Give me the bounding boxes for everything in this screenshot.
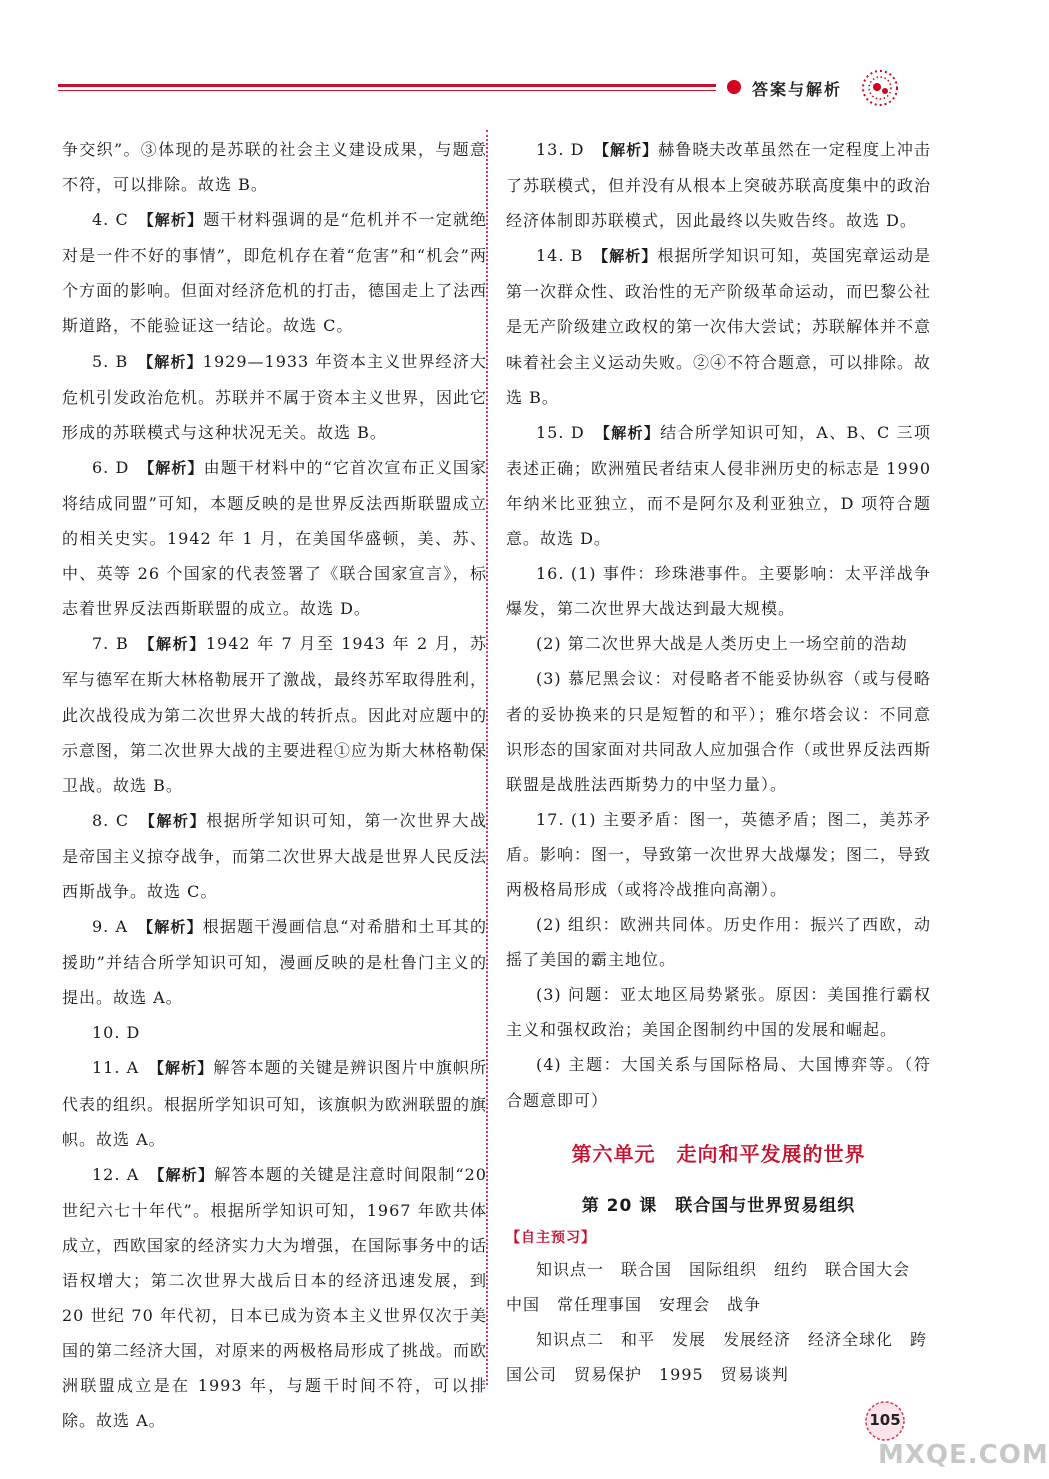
answer-14: 14. B 【解析】根据所学知识可知，英国宪章运动是第一次群众性、政治性的无产阶级革命运动，而巴黎公社是无产阶级建立政权的第一次伟大尝试；苏联解体并不意味着社会主义运动失败。②④不符合题意，可以排除。故选 B。 bbox=[506, 246, 932, 407]
answer-7: 7. B 【解析】1942 年 7 月至 1943 年 2 月，苏军与德军在斯大林格勒展开了激战，最终苏军取得胜利，此次战役成为第二次世界大战的转折点。因此对应题中的示意图，第二次世界大战的主要进程①应为斯大林格勒保卫战。故选 B。 bbox=[62, 634, 488, 795]
header-red-dot bbox=[727, 80, 741, 94]
answer-17-2: (2) 组织：欧洲共同体。历史作用：振兴了西欧，动摇了美国的霸主地位。 bbox=[506, 915, 931, 970]
unit-title: 第六单元 走向和平发展的世界 bbox=[571, 1141, 866, 1166]
page-number bbox=[864, 1400, 906, 1442]
right-column bbox=[506, 132, 931, 1392]
answer-8: 8. C 【解析】根据所学知识可知，第一次世界大战是帝国主义掠夺战争，而第二次世界大战是世界人民反法西斯战争。故选 C。 bbox=[62, 810, 488, 901]
header-rule-thin bbox=[58, 90, 716, 91]
answer-12: 12. A 【解析】解答本题的关键是注意时间限制“20 世纪六七十年代”。根据所学知识可知，1967 年欧共体成立，西欧国家的经济实力大为增强，在国际事务中的话语权增大；第二次世界大战后日本的经济迅速发展，到 20 世纪 70 年代初，日本已成为资本主义世界仅次于美国的第二经济大国，对原来的两极格局形成了挑战。而欧洲联盟成立是在 1993 年，与题干时间不符，可以排除。故选 A。 bbox=[62, 1164, 488, 1431]
preview-line: 知识点一 联合国 国际组织 纽约 联合国大会 bbox=[536, 1259, 911, 1279]
preview-line: 中国 常任理事国 安理会 战争 bbox=[506, 1294, 762, 1314]
answer-9: 9. A 【解析】根据题干漫画信息“对希腊和土耳其的援助”并结合所学知识可知，漫画反映的是杜鲁门主义的提出。故选 A。 bbox=[62, 917, 487, 1008]
section-label: 【自主预习】 bbox=[506, 1229, 596, 1246]
header-emblem-icon bbox=[856, 66, 904, 110]
answer-4: 4. C 【解析】题干材料强调的是“危机并不一定就绝对是一件不好的事情”，即危机存在着“危害”和“机会”两个方面的影响。但面对经济危机的打击，德国走上了法西斯道路，不能验证这一结论。故选 C。 bbox=[62, 210, 488, 336]
answer-5: 5. B 【解析】1929—1933 年资本主义世界经济大危机引发政治危机。苏联并不属于资本主义世界，因此它形成的苏联模式与这种状况无关。故选 B。 bbox=[62, 351, 488, 442]
answer-11: 11. A 【解析】解答本题的关键是辨识图片中旗帜所代表的组织。根据所学知识可知，该旗帜为欧洲联盟的旗帜。故选 A。 bbox=[62, 1058, 488, 1149]
preview-line: 国公司 贸易保护 1995 贸易谈判 bbox=[506, 1365, 789, 1385]
answer-15: 15. D 【解析】结合所学知识可知，A、B、C 三项表述正确；欧洲殖民者结束人侵非洲历史的标志是 1990 年纳米比亚独立，而不是阿尔及利亚独立，D 项符合题意。故选 D。 bbox=[506, 422, 931, 549]
answer-17-3: (3) 问题：亚太地区局势紧张。原因：美国推行霸权主义和强权政治；美国企图制约中国的发展和崛起。 bbox=[506, 985, 931, 1040]
answer-17-4: (4) 主题：大国关系与国际格局、大国博弈等。（符合题意即可） bbox=[506, 1055, 931, 1110]
watermark: MXQE.COM bbox=[878, 1440, 1049, 1470]
paragraph: 争交织”。③体现的是苏联的社会主义建设成果，与题意不符，可以排除。故选 B。 bbox=[62, 140, 487, 195]
lesson-title: 第 20 课 联合国与世界贸易组织 bbox=[581, 1195, 856, 1216]
answer-16-3: (3) 慕尼黑会议：对侵略者不能妥协纵容（或与侵略者的妥协换来的只是短暂的和平）；雅尔塔会议：不同意识形态的国家面对共同敌人应加强合作（或世界反法西斯联盟是战胜法西斯势力的中坚力量）。 bbox=[506, 669, 932, 794]
header-rule-thick bbox=[58, 84, 716, 87]
answer-16-1: 16. (1) 事件：珍珠港事件。主要影响：太平洋战争爆发，第二次世界大战达到最大规模。 bbox=[506, 564, 931, 619]
header-title: 答案与解析 bbox=[752, 80, 843, 99]
left-column bbox=[62, 132, 487, 1438]
answer-6: 6. D 【解析】由题干材料中的“它首次宣布正义国家将结成同盟”可知，本题反映的是世界反法西斯联盟成立的相关史实。1942 年 1 月，在美国华盛顿，美、苏、中、英等 26 个国家的代表签署了《联合国家宣言》，标志着世界反法西斯联盟的成立。故选 D。 bbox=[62, 457, 487, 619]
page-number-text: 105 bbox=[869, 1411, 901, 1429]
preview-line: 知识点二 和平 发展 发展经济 经济全球化 跨 bbox=[536, 1330, 928, 1349]
answer-17-1: 17. (1) 主要矛盾：图一，英德矛盾；图二，美苏矛盾。影响：图一，导致第一次世界大战爆发；图二，导致两极格局形成（或将冷战推向高潮）。 bbox=[506, 809, 932, 899]
answer-16-2: (2) 第二次世界大战是人类历史上一场空前的浩劫 bbox=[536, 634, 908, 654]
answer-13: 13. D 【解析】赫鲁晓夫改革虽然在一定程度上冲击了苏联模式，但并没有从根本上突破苏联高度集中的政治经济体制即苏联模式，因此最终以失败告终。故选 D。 bbox=[506, 140, 932, 231]
answer-10: 10. D bbox=[92, 1023, 141, 1043]
